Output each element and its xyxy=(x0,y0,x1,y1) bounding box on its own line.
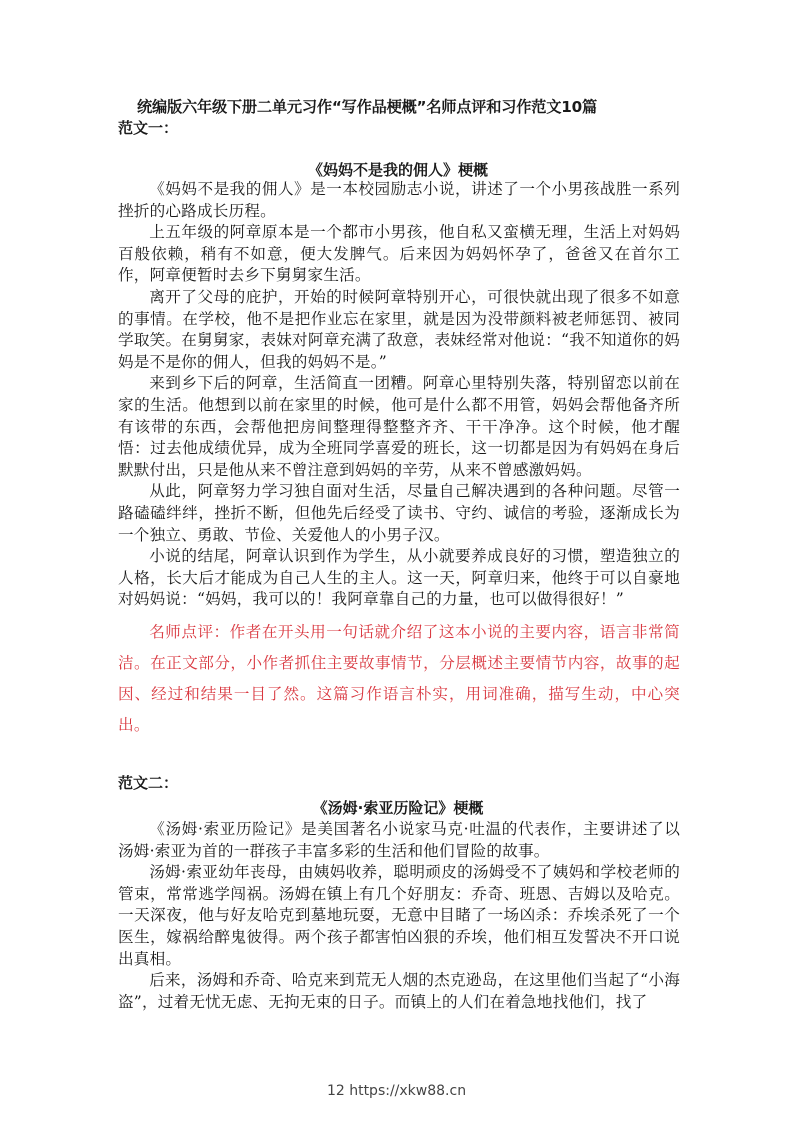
teacher-comment-text: 名师点评：作者在开头用一句话就介绍了这本小说的主要内容，语言非常简洁。在正文部分，小作者抓住主要故事情节，分层概述主要情节内容，故事的起因、经过和结果一目了然。这篇习作语言朴实，用词准确，描写生动，中心突出。 xyxy=(118,623,680,734)
essay2-paragraph: 汤姆·索亚幼年丧母，由姨妈收养，聪明顽皮的汤姆受不了姨妈和学校老师的管束，常常逃学闯祸。汤姆在镇上有几个好朋友：乔奇、班恩、吉姆以及哈克。一天深夜，他与好友哈克到墓地玩耍，无意中目睹了一场凶杀：乔埃杀死了一个医生，嫁祸给醉鬼彼得。两个孩子都害怕凶狠的乔埃，他们相互发誓决不开口说出真相。 xyxy=(118,863,680,968)
essay1-paragraph: 离开了父母的庇护，开始的时候阿章特别开心，可很快就出现了很多不如意的事情。在学校，他不是把作业忘在家里，就是因为没带颜料被老师惩罚、被同学取笑。在舅舅家，表妹对阿章充满了敌意，表妹经常对他说：“我不知道你的妈妈是不是你的佣人，但我的妈妈不是。” xyxy=(118,287,680,371)
essay2-paragraph: 后来，汤姆和乔奇、哈克来到荒无人烟的杰克逊岛，在这里他们当起了“小海盗”，过着无忧无虑、无拘无束的日子。而镇上的人们在着急地找他们，找了 xyxy=(118,971,680,1011)
essay1-paragraph: 上五年级的阿章原本是一个都市小男孩，他自私又蛮横无理，生活上对妈妈百般依赖，稍有不如意，便大发脾气。后来因为妈妈怀孕了，爸爸又在首尔工作，阿章便暂时去乡下舅舅家生活。 xyxy=(118,223,680,285)
essay1-teacher-comment xyxy=(118,617,680,741)
document-title: 统编版六年级下册二单元习作“写作品梗概”名师点评和习作范文10篇 xyxy=(137,98,597,116)
essay1-paragraph: 小说的结尾，阿章认识到作为学生，从小就要养成良好的习惯，塑造独立的人格，长大后才能成为自己人生的主人。这一天，阿章归来，他终于可以自豪地对妈妈说：“妈妈，我可以的！我阿章靠自己的力量，也可以做得很好！” xyxy=(118,547,680,609)
essay1-label: 范文一： xyxy=(118,119,179,137)
essay2-heading: 《汤姆·索亚历险记》梗概 xyxy=(312,799,484,817)
essay2-body xyxy=(118,819,680,1013)
essay1-paragraph: 《妈妈不是我的佣人》是一本校园励志小说，讲述了一个小男孩战胜一系列挫折的心路成长历程。 xyxy=(118,180,680,220)
essay1-body xyxy=(118,179,680,611)
essay1-paragraph: 来到乡下后的阿章，生活简直一团糟。阿章心里特别失落，特别留恋以前在家的生活。他想到以前在家里的时候，他可是什么都不用管，妈妈会帮他备齐所有该带的东西，会帮他把房间整理得整整齐齐、干干净净。这个时候，他才醒悟：过去他成绩优异，成为全班同学喜爱的班长，这一切都是因为有妈妈在身后默默付出，只是他从来不曾注意到妈妈的辛劳，从来不曾感激妈妈。 xyxy=(118,374,680,479)
essay1-paragraph: 从此，阿章努力学习独自面对生活，尽量自己解决遇到的各种问题。尽管一路磕磕绊绊，挫折不断，但他先后经受了读书、守约、诚信的考验，逐渐成长为一个独立、勇敢、节俭、关爱他人的小男子汉。 xyxy=(118,482,680,544)
essay2-paragraph: 《汤姆·索亚历险记》是美国著名小说家马克·吐温的代表作，主要讲述了以汤姆·索亚为首的一群孩子丰富多彩的生活和他们冒险的故事。 xyxy=(118,820,680,860)
essay1-heading: 《妈妈不是我的佣人》梗概 xyxy=(307,161,488,179)
essay2-label: 范文二： xyxy=(118,774,179,792)
page-footer: 12 https://xkw88.cn xyxy=(326,1083,467,1099)
